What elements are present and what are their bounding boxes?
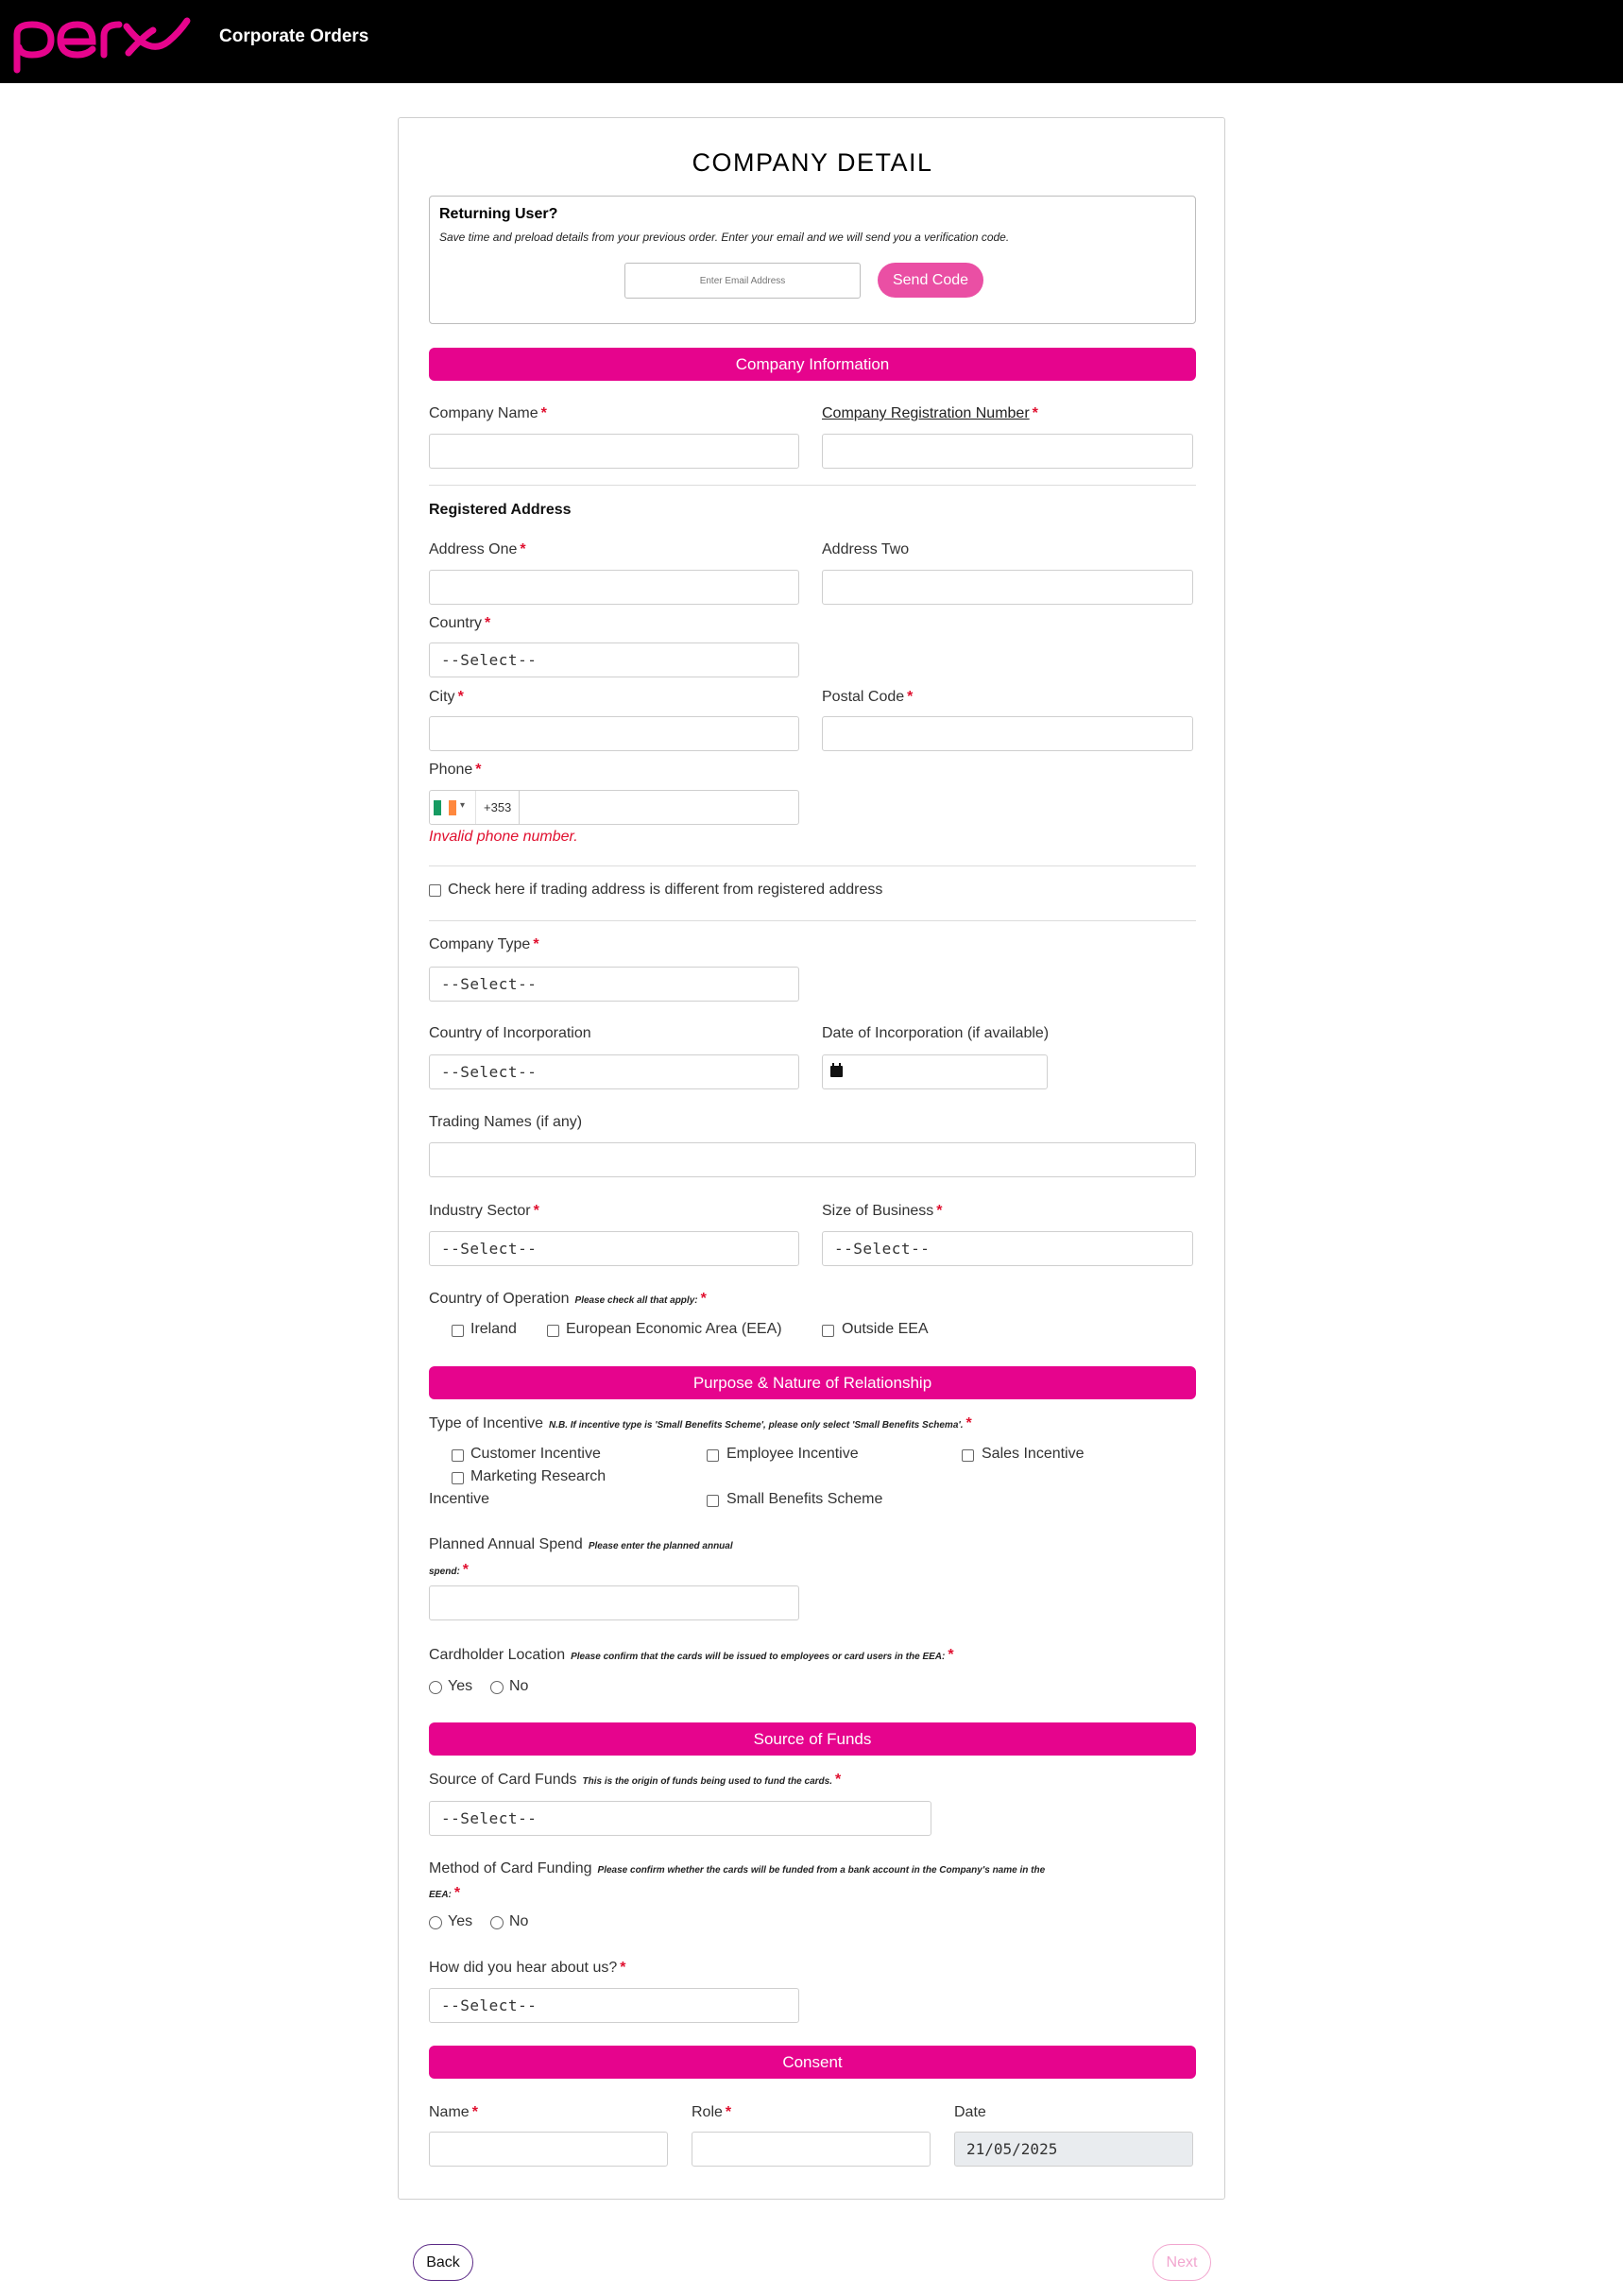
trading-address-checkbox-label: Check here if trading address is different from registered address bbox=[448, 882, 883, 898]
company-name-input[interactable] bbox=[429, 434, 799, 469]
funding-yes-label: Yes bbox=[448, 1913, 473, 1929]
hear-about-us-select[interactable]: --Select-- bbox=[429, 1988, 799, 2023]
ireland-checkbox-label: Ireland bbox=[470, 1321, 517, 1337]
marketing-research-label-line2: Incentive bbox=[429, 1491, 490, 1507]
phone-field bbox=[429, 790, 799, 825]
back-button[interactable]: Back bbox=[413, 2244, 473, 2281]
purpose-section-header: Purpose & Nature of Relationship bbox=[429, 1366, 1196, 1399]
divider bbox=[429, 865, 1196, 866]
cardholder-no-label: No bbox=[509, 1678, 529, 1694]
funding-yes-radio[interactable] bbox=[429, 1916, 442, 1929]
page-title: COMPANY DETAIL bbox=[692, 148, 933, 177]
perx-logo[interactable] bbox=[11, 8, 195, 77]
address-one-label: Address One * bbox=[429, 541, 526, 557]
consent-name-label: Name * bbox=[429, 2104, 478, 2120]
consent-role-input[interactable] bbox=[692, 2132, 931, 2167]
phone-dial-code: +353 bbox=[475, 791, 521, 824]
phone-label: Phone * bbox=[429, 762, 482, 778]
trading-names-input[interactable] bbox=[429, 1142, 1196, 1177]
small-benefits-label: Small Benefits Scheme bbox=[726, 1491, 883, 1507]
sales-incentive-label: Sales Incentive bbox=[982, 1446, 1085, 1462]
city-input[interactable] bbox=[429, 716, 799, 751]
cardholder-location-label: Cardholder Location Please confirm that the cards will be issued to employees or card users in the EEA: * bbox=[429, 1647, 954, 1663]
industry-sector-label: Industry Sector * bbox=[429, 1203, 539, 1219]
date-of-incorporation-input[interactable] bbox=[822, 1054, 1048, 1089]
send-code-button[interactable]: Send Code bbox=[878, 263, 983, 298]
consent-name-input[interactable] bbox=[429, 2132, 668, 2167]
marketing-research-checkbox[interactable] bbox=[452, 1472, 464, 1484]
address-one-input[interactable] bbox=[429, 570, 799, 605]
source-of-card-funds-select[interactable]: --Select-- bbox=[429, 1801, 931, 1836]
address-two-input[interactable] bbox=[822, 570, 1193, 605]
ireland-flag-icon[interactable] bbox=[434, 800, 456, 815]
returning-user-description: Save time and preload details from your previous order. Enter your email and we will send you a verification code. bbox=[439, 231, 1010, 244]
customer-incentive-label: Customer Incentive bbox=[470, 1446, 601, 1462]
planned-annual-spend-input[interactable] bbox=[429, 1585, 799, 1620]
size-of-business-label: Size of Business * bbox=[822, 1203, 943, 1219]
cardholder-yes-label: Yes bbox=[448, 1678, 473, 1694]
customer-incentive-checkbox[interactable] bbox=[452, 1449, 464, 1462]
returning-email-input[interactable] bbox=[624, 263, 861, 299]
country-of-incorporation-label: Country of Incorporation bbox=[429, 1025, 591, 1041]
industry-sector-select[interactable]: --Select-- bbox=[429, 1231, 799, 1266]
trading-address-checkbox[interactable] bbox=[429, 884, 441, 897]
phone-number-input[interactable] bbox=[519, 791, 796, 824]
consent-role-label: Role * bbox=[692, 2104, 732, 2120]
company-detail-card bbox=[398, 117, 1225, 2200]
returning-user-title: Returning User? bbox=[439, 206, 558, 222]
returning-user-box bbox=[429, 196, 1196, 324]
company-type-label: Company Type * bbox=[429, 936, 539, 952]
registered-address-heading: Registered Address bbox=[429, 502, 572, 518]
size-of-business-select[interactable]: --Select-- bbox=[822, 1231, 1193, 1266]
country-select[interactable]: --Select-- bbox=[429, 643, 799, 677]
divider bbox=[429, 920, 1196, 921]
country-of-operation-label: Country of Operation Please check all that apply: * bbox=[429, 1291, 707, 1307]
company-type-select[interactable]: --Select-- bbox=[429, 967, 799, 1002]
source-of-funds-header: Source of Funds bbox=[429, 1722, 1196, 1756]
registration-number-input[interactable] bbox=[822, 434, 1193, 469]
registration-number-label: Company Registration Number * bbox=[822, 405, 1038, 421]
date-of-incorporation-label: Date of Incorporation (if available) bbox=[822, 1025, 1050, 1041]
consent-date-label: Date bbox=[954, 2104, 986, 2120]
method-of-card-funding-label-line2: EEA: * bbox=[429, 1885, 461, 1901]
consent-header: Consent bbox=[429, 2046, 1196, 2079]
postal-code-label: Postal Code * bbox=[822, 689, 914, 705]
address-two-label: Address Two bbox=[822, 541, 910, 557]
divider bbox=[429, 485, 1196, 486]
outside-eea-checkbox-label: Outside EEA bbox=[842, 1321, 929, 1337]
country-label: Country * bbox=[429, 615, 491, 631]
calendar-icon bbox=[830, 1066, 843, 1077]
employee-incentive-label: Employee Incentive bbox=[726, 1446, 859, 1462]
marketing-research-label: Marketing Research bbox=[470, 1468, 606, 1484]
company-name-label: Company Name * bbox=[429, 405, 547, 421]
cardholder-yes-radio[interactable] bbox=[429, 1681, 442, 1694]
consent-date-field: 21/05/2025 bbox=[954, 2132, 1193, 2167]
eea-checkbox-label: European Economic Area (EEA) bbox=[566, 1321, 782, 1337]
next-button[interactable]: Next bbox=[1153, 2244, 1211, 2281]
chevron-down-icon[interactable]: ▾ bbox=[460, 800, 466, 811]
planned-annual-spend-label-line2: spend: * bbox=[429, 1562, 470, 1578]
ireland-checkbox[interactable] bbox=[452, 1325, 464, 1337]
header-title: Corporate Orders bbox=[219, 26, 369, 46]
phone-error-message: Invalid phone number. bbox=[429, 829, 578, 845]
planned-annual-spend-label: Planned Annual Spend Please enter the planned annual bbox=[429, 1536, 733, 1552]
company-information-header: Company Information bbox=[429, 348, 1196, 381]
small-benefits-checkbox[interactable] bbox=[707, 1495, 719, 1507]
cardholder-no-radio[interactable] bbox=[490, 1681, 504, 1694]
method-of-card-funding-label: Method of Card Funding Please confirm whether the cards will be funded from a bank account in the Company's name in the bbox=[429, 1860, 1046, 1876]
country-of-incorporation-select[interactable]: --Select-- bbox=[429, 1054, 799, 1089]
employee-incentive-checkbox[interactable] bbox=[707, 1449, 719, 1462]
postal-code-input[interactable] bbox=[822, 716, 1193, 751]
sales-incentive-checkbox[interactable] bbox=[962, 1449, 974, 1462]
hear-about-us-label: How did you hear about us? * bbox=[429, 1960, 626, 1976]
top-bar bbox=[0, 0, 1623, 83]
funding-no-radio[interactable] bbox=[490, 1916, 504, 1929]
eea-checkbox[interactable] bbox=[547, 1325, 559, 1337]
source-of-card-funds-label: Source of Card Funds This is the origin of funds being used to fund the cards. * bbox=[429, 1772, 842, 1788]
trading-names-label: Trading Names (if any) bbox=[429, 1114, 583, 1130]
funding-no-label: No bbox=[509, 1913, 529, 1929]
type-of-incentive-label: Type of Incentive N.B. If incentive type is 'Small Benefits Scheme', please only select 'Small Benefits Schema'. * bbox=[429, 1415, 972, 1431]
city-label: City * bbox=[429, 689, 464, 705]
outside-eea-checkbox[interactable] bbox=[822, 1325, 834, 1337]
